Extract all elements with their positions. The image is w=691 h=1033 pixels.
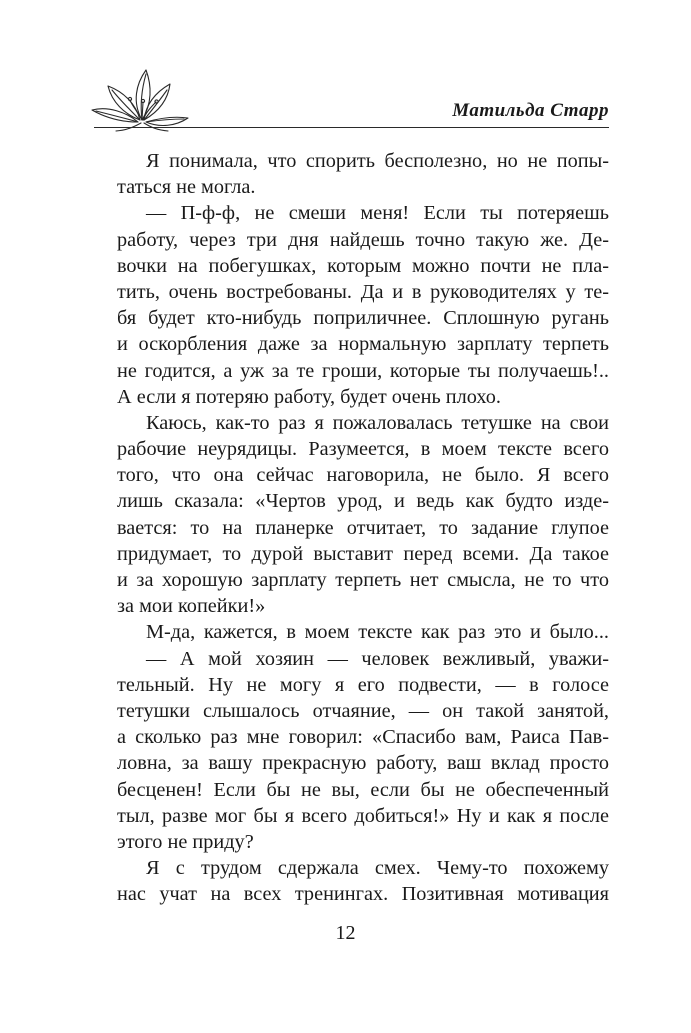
text-line: не годится, а уж за те гроши, которые ты получаешь!.. [117, 359, 609, 382]
text-line: тить, очень востребованы. Да и в руководителях у те- [117, 280, 609, 303]
text-line: вается: то на планерке отчитает, то задание глупое [117, 516, 609, 539]
text-line: лишь сказала: «Чертов урод, и ведь как будто изде- [117, 490, 609, 513]
text-line: и за хорошую зарплату терпеть нет смысла, не то что [117, 569, 609, 591]
text-line: тетушки слышалось отчаяние, — он такой занятой, [117, 699, 609, 722]
text-line: А если я потеряю работу, будет очень плохо. [117, 385, 501, 408]
text-line: того, что она сейчас наговорила, не было. Я всего [117, 464, 609, 487]
author-name: Матильда Старр [452, 100, 609, 121]
page-number: 12 [335, 922, 356, 944]
text-line: Каюсь, как-то раз я пожаловалась тетушке на свои [146, 411, 609, 434]
text-line: нас учат на всех тренингах. Позитивная мотивация [117, 883, 609, 906]
text-line: бесценен! Если бы не вы, если бы не обеспеченный [117, 778, 609, 801]
text-line: бя будет кто-нибудь поприличнее. Сплошную ругань [117, 307, 609, 330]
text-line: тыл, разве мог бы я всего добиться!» Ну и как я после [117, 804, 609, 827]
text-line: таться не могла. [117, 176, 256, 199]
text-line: этого не приду? [117, 830, 254, 853]
text-line: работу, через три дня найдешь точно такую же. Де- [117, 228, 609, 251]
text-line: вочки на побегушках, которым можно почти не пла- [117, 254, 609, 277]
header-rule [94, 127, 609, 128]
text-line: ловна, за вашу прекрасную работу, ваш вклад просто [117, 752, 609, 775]
text-line: — П-ф-ф, не смеши меня! Если ты потеряешь [146, 202, 609, 225]
body-text [117, 148, 609, 907]
text-line: и оскорбления даже за нормальную зарплату терпеть [117, 333, 609, 356]
lily-flower-icon [86, 62, 196, 132]
text-line: тельный. Ну не могу я его подвести, — в голосе [117, 673, 609, 696]
text-line: придумает, то дурой выставит перед всеми. Да такое [117, 542, 609, 565]
text-line: Я с трудом сдержала смех. Чему-то похожему [146, 857, 609, 880]
text-line: М-да, кажется, в моем тексте как раз это и было... [146, 621, 609, 644]
text-line: — А мой хозяин — человек вежливый, уважи- [146, 647, 609, 670]
running-header [86, 62, 609, 132]
text-line: рабочие неурядицы. Разумеется, в моем тексте всего [117, 438, 609, 461]
text-line: а сколько раз мне говорил: «Спасибо вам, Раиса Пав- [117, 726, 609, 749]
text-line: за мои копейки!» [117, 595, 266, 618]
text-line: Я понимала, что спорить бесполезно, но не попы- [146, 150, 609, 172]
